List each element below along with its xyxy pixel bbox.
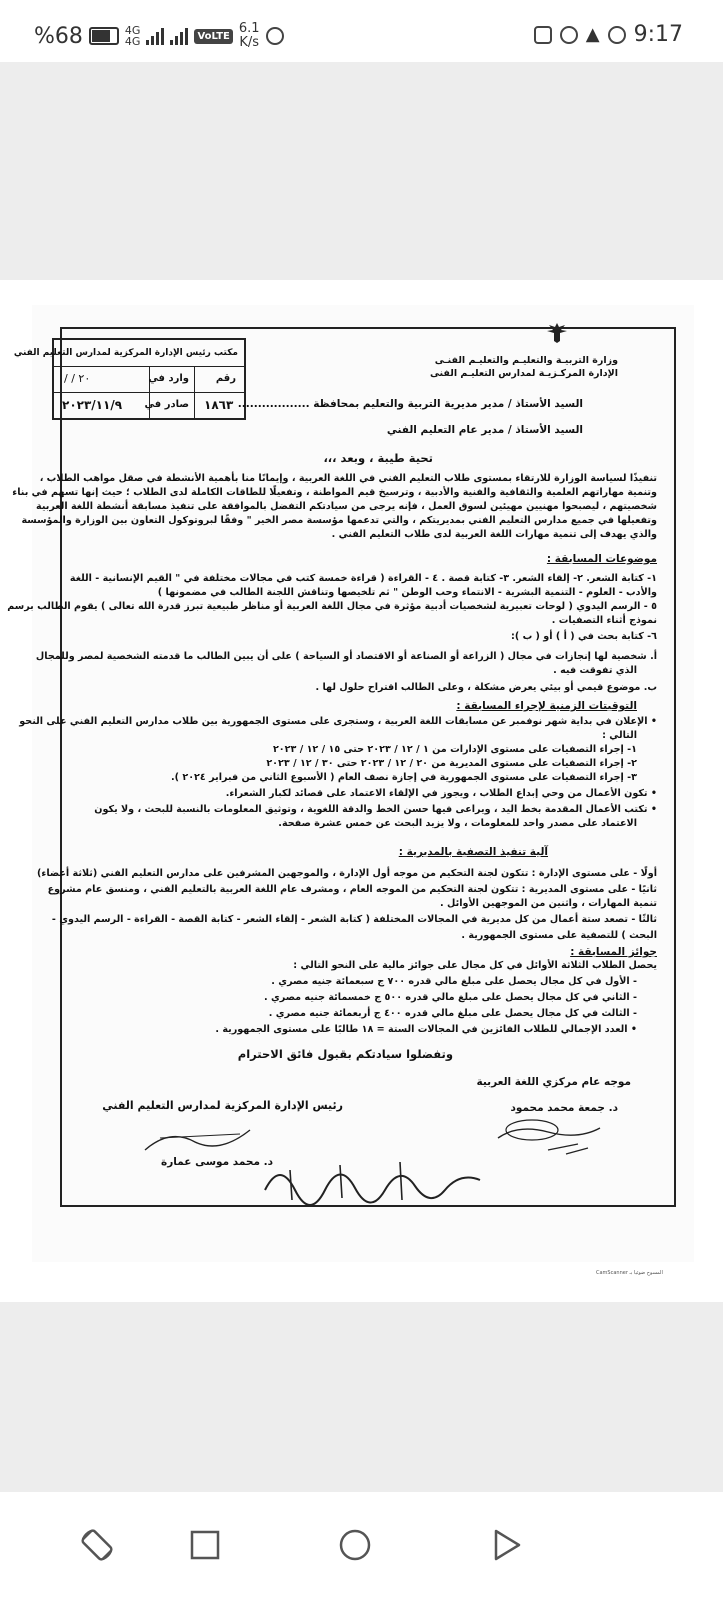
ministry-line2: الإدارة المركـزيـة لمدارس التعليـم الفنى [429, 368, 618, 379]
timing-line: • الإعلان في بداية شهر نوفمبر عن مسابقات اللغة العربية ، وستجرى على مستوى الجمهورية بين طلاب مدارس التعليم الفني على النحو [19, 716, 657, 727]
addressee-1: السيد الأستاذ / مدير مديرية التربية والتعليم بمحافظة .................. [237, 398, 583, 410]
timing-line: • تكون الأعمال من وحي إبداع الطلاب ، ويجوز في الإلقاء الاعتماد على قصائد لكبار الشعراء. [225, 788, 657, 799]
intro-line: شخصيتهم ، ليصبحوا مهنيين مهيئين لسوق العمل ، فإنه يرجى من سيادتكم التفضل بالموافقة على تنفيذ مسابقة أنشطة اللغة العربية [36, 501, 657, 512]
rotate-button[interactable] [72, 1520, 122, 1570]
sig-left-title: رئيس الإدارة المركزية لمدارس التعليم الفني [102, 1099, 343, 1112]
egypt-eagle-logo-icon [545, 322, 569, 344]
mechanism-heading: آلية تنفيذ التصفية بالمديرية : [398, 846, 548, 858]
topic-line: نموذج أثناء التصفيات . [551, 615, 657, 626]
rotate-icon [77, 1525, 117, 1565]
prizes-heading: جوائز المسابقة : [570, 946, 657, 958]
status-right [534, 22, 683, 47]
intro-line: والذي يهدف إلى تنمية مهارات اللغة العربية لدى طلاب التعليم الفني . [331, 529, 657, 540]
stamp-incoming-date: / / ٢٠ [64, 372, 91, 385]
closing: وتفضلوا سيادتكم بقبول فائق الاحترام [237, 1047, 453, 1061]
alarm-icon [266, 27, 284, 45]
stamp-number-label: رقم [215, 373, 236, 384]
timing-line: التالي : [602, 730, 637, 741]
settings-icon [560, 26, 578, 44]
back-button[interactable] [482, 1520, 532, 1570]
addressee-2: السيد الأستاذ / مدير عام التعليم الفني [386, 424, 583, 436]
topic-line: الذي تفوقت فيه . [553, 665, 637, 676]
timing-line: ٢- إجراء التصفيات على مستوى المديرية من ٢٠ / ١٢ / ٢٠٢٣ حتى ٣٠ / ١٢ / ٢٠٢٣ [266, 758, 637, 769]
timing-line: ٣- إجراء التصفيات على مستوى الجمهورية في إجازة نصف العام ( الأسبوع الثاني من فبراير ٢٠٢٤ ). [170, 772, 637, 783]
mechanism-line: أولًا - على مستوى الإدارة : تتكون لجنة التحكيم من موجه أول الإدارة ، والموجهين المشرفين على مدارس التعليم الفني (ثلاثة أعضاء) [37, 868, 657, 879]
topic-line: ٥ - الرسم اليدوي ( لوحات تعبيرية لشخصيات أدبية مؤثرة في مجال اللغة العربية أو مناظر طبيعية تبرز قدرة الله تعالى ) يقوم الطالب برسم [7, 601, 657, 612]
timing-line: • تكتب الأعمال المقدمة بخط اليد ، ويراعى فيها حسن الخط والدقة اللغوية ، وتوثيق المعلومات بالنسبة للبحث ، ولا يكون [94, 804, 657, 815]
greeting: تحية طيبة ، وبعد ،،، [323, 451, 433, 465]
mechanism-line: ثالثًا - تصعد ستة أعمال من كل مديرية في المجالات المختلفة ( كتابة الشعر - إلقاء الشعر - كتابة القصة - القراءة - الرسم اليدوي - [51, 914, 657, 925]
timing-line: الاعتماد على مصدر واحد للمعلومات ، ولا يزيد البحث عن خمس عشرة صفحة. [278, 818, 637, 829]
signature-left-icon [140, 1120, 260, 1160]
viewer-background-top [0, 62, 723, 280]
timing-line: ١- إجراء التصفيات على مستوى الإدارات من ١ / ١٢ / ٢٠٢٣ حتى ١٥ / ١٢ / ٢٠٢٣ [272, 744, 637, 755]
home-button[interactable] [330, 1520, 380, 1570]
navigation-bar [0, 1492, 723, 1600]
topic-line: ب. موضوع قيمي أو بيئي يعرض مشكلة ، وعلى الطالب اقتراح حلول لها . [315, 682, 657, 693]
status-bar [0, 0, 723, 62]
battery-icon [89, 27, 119, 45]
send-icon: ▲ [585, 24, 600, 45]
topic-line: ١- كتابة الشعر. ٢- إلقاء الشعر. ٣- كتابة قصة . ٤ - القراءة ( قراءة خمسة كتب في مجالات مختلفة في " القيم الإنسانية - اللغة [69, 573, 657, 584]
stamp-outgoing-date: ٢٠٢٣/١١/٩ [62, 398, 123, 412]
back-icon [491, 1528, 523, 1562]
topic-line: والأدب - العلوم - التنمية البشرية - الانتماء وحب الوطن " ثم تلخيصها وتناقش اللجنة الطالب في مضمونها ) [157, 587, 657, 598]
stamp-incoming-label: وارد في [148, 373, 189, 384]
signal-icon-2 [170, 27, 188, 45]
network-type: 4G 4G [124, 24, 141, 48]
intro-line: تنفيذًا لسياسة الوزارة للارتقاء بمستوى طلاب التعليم الفني في اللغة العربية ، وإيمانًا منا بأهمية الأنشطة في صقل مواهب الطلاب ، [39, 473, 657, 484]
instagram-icon [534, 26, 552, 44]
timing-heading: التوقيتات الزمنية لإجراء المسابقة : [456, 700, 637, 712]
stamp-header: مكتب رئيس الإدارة المركزية لمدارس التعليم الفني [13, 348, 238, 358]
prize-line: - الثاني في كل مجال يحصل على مبلغ مالي قدره ٥٠٠ ج خمسمائة جنيه مصري . [263, 992, 637, 1003]
signal-icon [146, 27, 164, 45]
status-left [34, 22, 284, 50]
sig-right-title: موجه عام مركزي اللغة العربية [476, 1076, 631, 1088]
home-icon [338, 1528, 372, 1562]
handwritten-title-icon [260, 1150, 490, 1210]
topic-line: أ. شخصية لها إنجازات في مجال ( الزراعة أو الصناعة أو الاقتصاد أو السياحة ) على أن يبين الطالب ما قدمته الشخصية لمصر وللمجال [35, 651, 657, 662]
ministry-line1: وزارة التربيـة والتعليـم والتعليـم الفنـى [434, 355, 618, 366]
mechanism-line: تنمية المهارات ، واثنين من الموجهين الأوائل . [440, 898, 657, 909]
incoming-outgoing-stamp [13, 338, 246, 420]
prize-line: • العدد الإجمالي للطلاب الفائزين في المجالات الستة = ١٨ طالبًا على مستوى الجمهورية . [215, 1024, 637, 1035]
intro-line: وتفعيلها في جميع مدارس التعليم الفني بمديريتكم ، والتي تدعمها مؤسسة مصر الخير " وفقًا لبروتوكول التعاون بين الوزارة والمؤسسة [21, 515, 657, 526]
volte-badge: VoLTE [194, 29, 232, 44]
network-speed: 6.1 K/s [238, 21, 260, 50]
intro-line: وتنمية مهاراتهم العلمية والثقافية والفنية والأدبية ، وترسيخ قيم المواطنة ، وتفعيلًا للطاقات الكاملة لدى الطلاب ؛ حيث إنها تسهم في بناء [12, 487, 657, 498]
topic-line: ٦- كتابة بحث في ( أ ) أو ( ب ): [511, 631, 657, 642]
topics-heading: موضوعات المسابقة : [546, 553, 657, 565]
recents-icon [189, 1529, 221, 1561]
viewer-background-bottom [0, 1302, 723, 1492]
prize-line: يحصل الطلاب الثلاثة الأوائل في كل مجال على جوائز مالية على النحو التالي : [293, 960, 657, 971]
prize-line: - الأول في كل مجال يحصل على مبلغ مالي قدره ٧٠٠ ج سبعمائة جنيه مصري . [271, 976, 637, 987]
recents-button[interactable] [180, 1520, 230, 1570]
scanner-footer: CamScanner المسوح ضوئيا بـ [596, 1270, 663, 1276]
signature-right-icon [488, 1110, 608, 1160]
mechanism-line: ثانيًا - على مستوى المديرية : تتكون لجنة التحكيم من الموجه العام ، ومشرف عام اللغة العربية بالتعليم الفني ، ومنسق عام مشروع [47, 884, 657, 895]
stamp-number-value: ١٨٦٣ [204, 398, 234, 412]
sync-icon [608, 26, 626, 44]
battery-percent: %68 [34, 23, 83, 49]
clock: 9:17 [633, 22, 683, 47]
sig-left-name: د. محمد موسى عمارة [161, 1156, 273, 1168]
mechanism-line: البحث ) للتصفية على مستوى الجمهورية . [461, 930, 657, 941]
stamp-outgoing-label: صادر في [144, 399, 189, 410]
prize-line: - الثالث في كل مجال يحصل على مبلغ مالي قدره ٤٠٠ ج أربعمائة جنيه مصري . [268, 1008, 637, 1019]
sig-right-name: د. جمعة محمد محمود [510, 1102, 618, 1114]
